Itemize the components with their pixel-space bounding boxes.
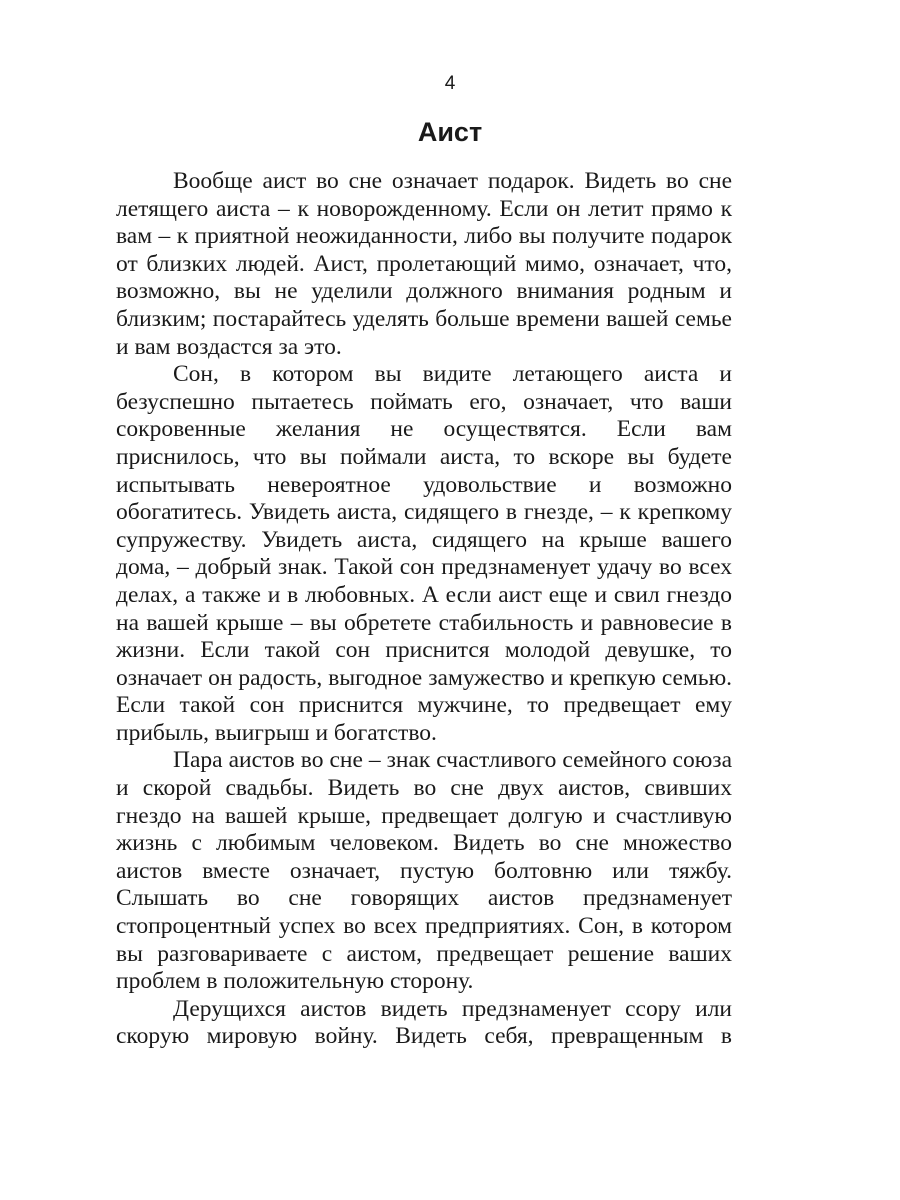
paragraph: Пара аистов во сне – знак счастливого семейного союза и скорой свадьбы. Видеть во сне двух аистов, свивших гнездо на вашей крыше, предвещает долгую и счастливую жизнь с любимым человеком. Видеть во сне множество аистов вместе означает, пустую болтовню или тяжбу. Слышать во сне говорящих аистов предзнаменует стопроцентный успех во всех предприятиях. Сон, в котором вы разговариваете с аистом, предвещает решение ваших проблем в положительную сторону. xyxy=(116,747,732,995)
paragraph: Вообще аист во сне означает подарок. Видеть во сне летящего аиста – к новорожденному. Если он летит прямо к вам – к приятной неожиданности, либо вы получите подарок от близких людей. Аист, пролетающий мимо, означает, что, возможно, вы не уделили должного внимания родным и близким; постарайтесь уделять больше времени вашей семье и вам воздастся за это. xyxy=(116,168,732,360)
paragraph: Дерущихся аистов видеть предзнаменует ссору или скорую мировую войну. Видеть себя, превращенным в xyxy=(116,995,732,1050)
body-text xyxy=(116,168,732,1051)
chapter-title: Аист xyxy=(417,117,483,147)
page-number: 4 xyxy=(444,73,456,94)
paragraph: Сон, в котором вы видите летающего аиста и безуспешно пытаетесь поймать его, означает, что ваши сокровенные желания не осуществятся. Если вам приснилось, что вы поймали аиста, то вскоре вы будете испытывать невероятное удовольствие и возможно обогатитесь. Увидеть аиста, сидящего в гнезде, – к крепкому супружеству. Увидеть аиста, сидящего на крыше вашего дома, – добрый знак. Такой сон предзнаменует удачу во всех делах, а также и в любовных. А если аист еще и свил гнездо на вашей крыше – вы обретете стабильность и равновесие в жизни. Если такой сон приснится молодой девушке, то означает он радость, выгодное замужество и крепкую семью. Если такой сон приснится мужчине, то предвещает ему прибыль, выигрыш и богатство. xyxy=(116,361,732,746)
